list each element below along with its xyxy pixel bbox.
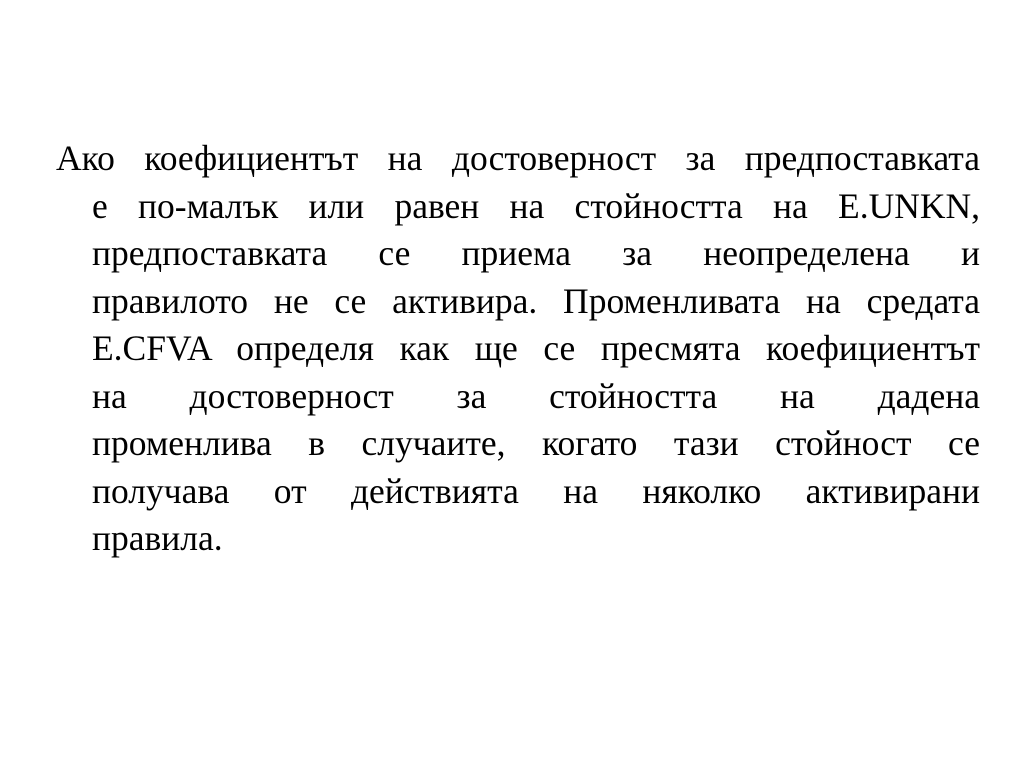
text-line: на достоверност за стойността на дадена bbox=[92, 375, 980, 416]
text-line: E.CFVA определя как ще се пресмята коефициентът bbox=[92, 328, 980, 368]
text-line: правила. bbox=[92, 518, 223, 558]
text-line: правилото не се активира. Променливата на средата bbox=[92, 280, 980, 321]
body-paragraph bbox=[56, 135, 980, 563]
text-line: Ако коефициентът на достоверност за предпоставката bbox=[56, 138, 980, 178]
text-line: предпоставката се приема за неопределена и bbox=[92, 233, 980, 273]
text-line: получава от действията на няколко активирани bbox=[92, 470, 980, 511]
text-line: променлива в случаите, когато тази стойност се bbox=[92, 423, 980, 463]
text-line: е по-малък или равен на стойността на E.UNKN, bbox=[92, 185, 980, 226]
